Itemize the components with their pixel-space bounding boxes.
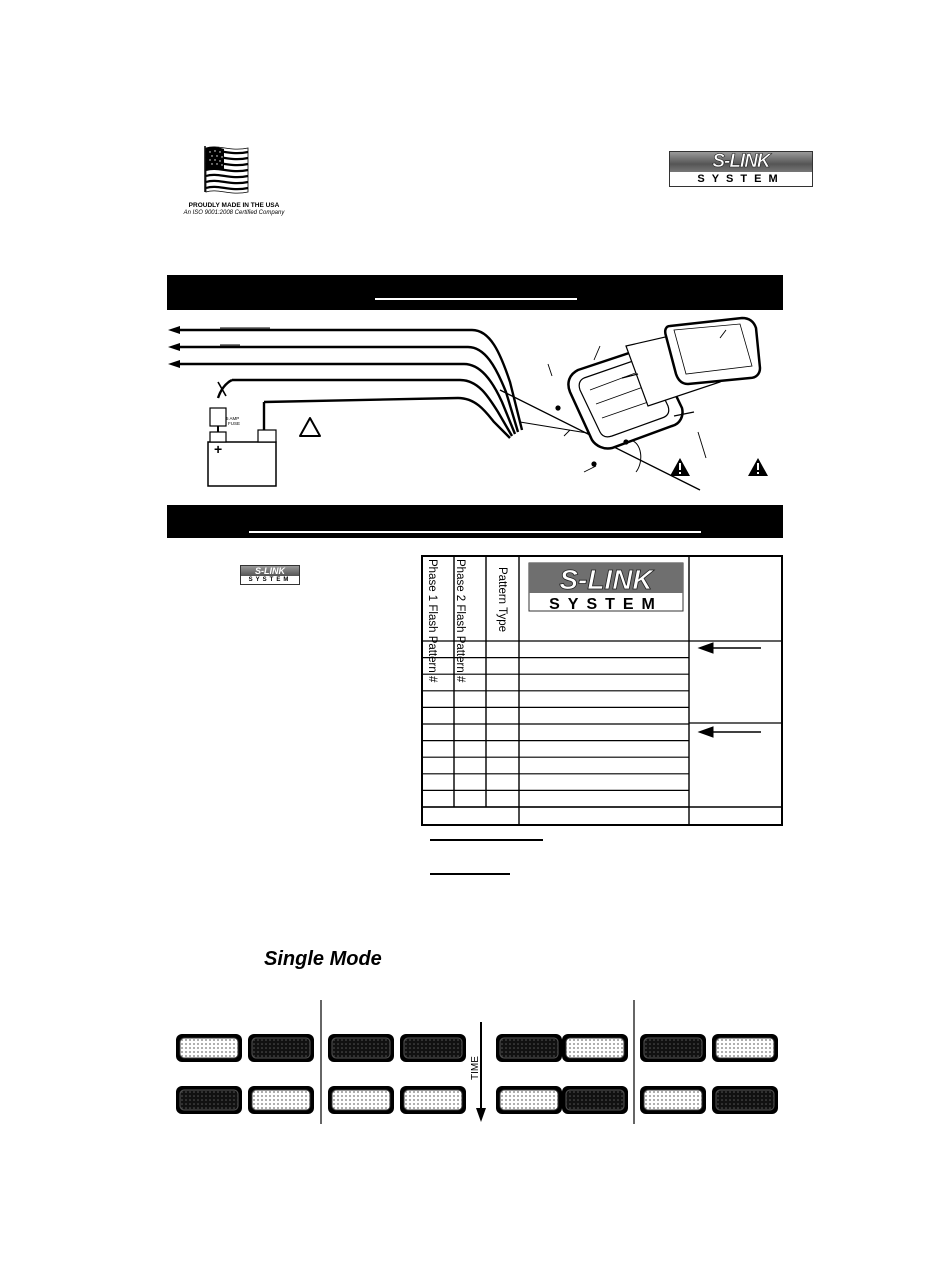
fuse-label-1: 5 AMP <box>226 416 240 421</box>
lens-lit <box>500 1090 558 1110</box>
lens-lit <box>404 1090 462 1110</box>
table-slink-logo <box>529 563 683 613</box>
flag-caption-main: PROUDLY MADE IN THE USA <box>188 202 280 209</box>
note-underline-1 <box>430 839 543 841</box>
table-logo-top: S-LINK <box>559 564 653 595</box>
wiring-mounting-diagram <box>160 312 790 502</box>
flash-pattern-banner <box>167 505 783 538</box>
battery-plus: + <box>214 441 223 457</box>
flag-caption-iso: An ISO 9001:2008 Certified Company <box>183 210 285 216</box>
slink-inline-bottom: SYSTEM <box>248 577 292 583</box>
time-label: TIME <box>470 1056 481 1080</box>
lens-lit <box>716 1038 774 1058</box>
note-underline-2 <box>430 873 510 875</box>
header-phase2: Phase 2 Flash Pattern # <box>454 559 466 683</box>
caution-triangle-icon <box>300 418 320 436</box>
warning-icon-2 <box>748 458 768 476</box>
lens-dark <box>566 1090 624 1110</box>
lens-lit <box>252 1090 310 1110</box>
header-phase1: Phase 1 Flash Pattern # <box>426 559 438 683</box>
lens-dark <box>500 1038 558 1058</box>
lens-cover <box>665 318 760 384</box>
slink-logo-top: S-LINK <box>670 152 812 172</box>
usa-flag-logo <box>178 140 298 220</box>
table-logo-bottom: SYSTEM <box>549 596 663 613</box>
flash-pattern-table <box>421 555 783 826</box>
banner-underline <box>375 298 577 300</box>
fuse-icon <box>210 408 226 426</box>
fuse-label-2: FUSE <box>228 421 241 426</box>
single-mode-diagram <box>168 998 788 1128</box>
lens-lit <box>180 1038 238 1058</box>
lens-dark <box>332 1038 390 1058</box>
lens-dark <box>716 1090 774 1110</box>
lens-lit <box>332 1090 390 1110</box>
pattern-table-grid <box>421 555 783 826</box>
lens-dark <box>252 1038 310 1058</box>
lens-dark <box>644 1038 702 1058</box>
lens-dark <box>180 1090 238 1110</box>
warning-icon-1 <box>670 458 690 476</box>
flag-icon <box>178 140 298 206</box>
slink-logo-inline <box>240 565 300 585</box>
lens-dark <box>404 1038 462 1058</box>
wire-arrowheads <box>168 326 180 368</box>
slink-logo-bottom: SYSTEM <box>670 172 812 186</box>
single-mode-title: Single Mode <box>264 948 382 970</box>
slink-inline-top: S-LINK <box>241 566 299 576</box>
lens-lit <box>566 1038 624 1058</box>
banner2-underline <box>249 531 701 533</box>
header-pattern-type: Pattern Type <box>496 567 508 632</box>
lens-lit <box>644 1090 702 1110</box>
installation-banner <box>167 275 783 310</box>
slink-logo-header <box>669 151 813 187</box>
